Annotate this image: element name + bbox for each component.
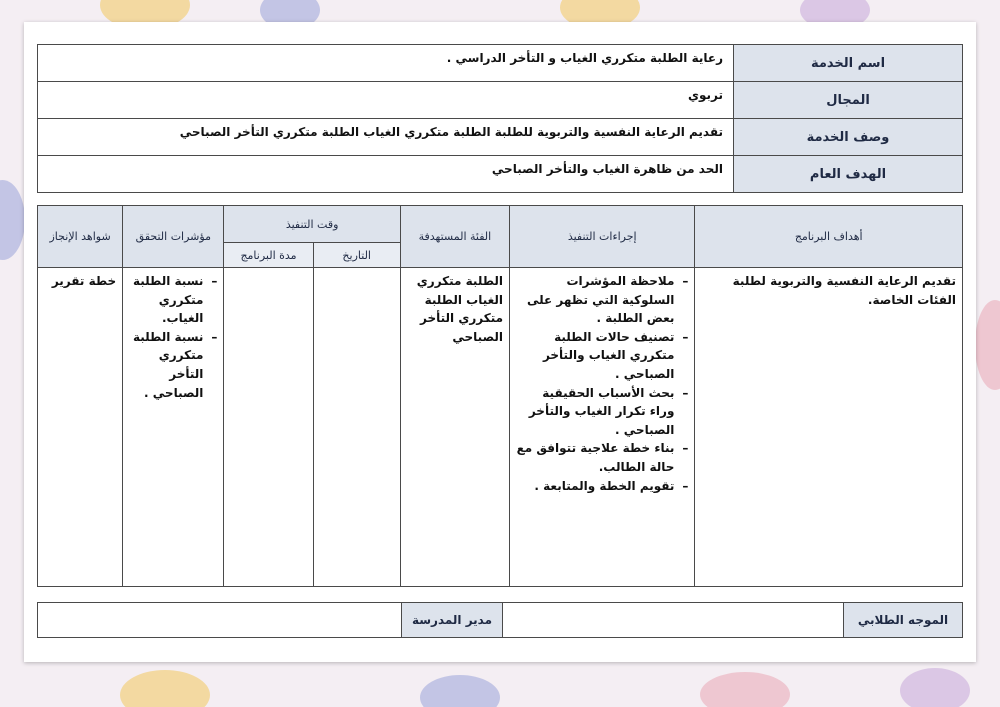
general-goal-value: الحد من ظاهرة الغياب والتأخر الصباحي — [38, 156, 734, 193]
general-goal-label: الهدف العام — [734, 156, 963, 193]
principal-signature — [38, 603, 402, 638]
procedure-item: – بناء خطة علاجية تتوافق مع حالة الطالب. — [516, 439, 674, 476]
indicators-header: مؤشرات التحقق — [123, 206, 224, 268]
date-cell — [313, 268, 400, 587]
procedure-item: – تقويم الخطة والمتابعة . — [516, 477, 674, 496]
exec-time-header: وقت التنفيذ — [224, 206, 400, 243]
service-info-table — [37, 44, 963, 193]
principal-label: مدير المدرسة — [402, 603, 503, 638]
goals-header: أهداف البرنامج — [695, 206, 963, 268]
procedures-cell — [510, 268, 695, 587]
field-value: تربوي — [38, 82, 734, 119]
program-header-row — [38, 206, 963, 243]
target-group-cell: الطلبة متكرري الغياب الطلبة متكرري التأخر الصباحي — [400, 268, 509, 587]
service-description-label: وصف الخدمة — [734, 119, 963, 156]
procedure-item: – تصنيف حالات الطلبة متكرري الغياب والتأخر الصباحي . — [516, 328, 674, 384]
indicator-item: – نسبة الطلبة متكرري التأخر الصباحي . — [129, 328, 203, 402]
indicator-item: – نسبة الطلبة متكرري الغياب. — [129, 272, 203, 328]
field-row — [38, 82, 963, 119]
indicators-cell — [123, 268, 224, 587]
evidence-cell: خطة تقرير — [38, 268, 123, 587]
program-table — [37, 205, 963, 587]
evidence-header: شواهد الإنجاز — [38, 206, 123, 268]
duration-cell — [224, 268, 313, 587]
service-name-label: اسم الخدمة — [734, 45, 963, 82]
service-name-row — [38, 45, 963, 82]
field-label: المجال — [734, 82, 963, 119]
counselor-label: الموجه الطلابي — [844, 603, 963, 638]
general-goal-row — [38, 156, 963, 193]
procedures-header: إجراءات التنفيذ — [510, 206, 695, 268]
target-group-header: الفئة المستهدفة — [400, 206, 509, 268]
procedure-item: – بحث الأسباب الحقيقية وراء تكرار الغياب والتأخر الصباحي . — [516, 384, 674, 440]
service-name-value: رعاية الطلبة متكرري الغياب و التأخر الدراسي . — [38, 45, 734, 82]
indicators-list — [129, 272, 217, 402]
goals-cell: تقديم الرعاية النفسية والتربوية لطلبة الفئات الخاصة. — [695, 268, 963, 587]
duration-header: مدة البرنامج — [224, 243, 313, 268]
service-description-value: تقديم الرعاية النفسية والتربوية للطلبة الطلبة متكرري الغياب الطلبة متكرري التأخر الصباحي — [38, 119, 734, 156]
signature-table — [37, 602, 963, 638]
counselor-signature — [503, 603, 844, 638]
date-header: التاريخ — [313, 243, 400, 268]
procedure-item: – ملاحظة المؤشرات السلوكية التي تظهر على بعض الطلبة . — [516, 272, 674, 328]
document-card — [24, 22, 976, 662]
program-content-row — [38, 268, 963, 587]
service-description-row — [38, 119, 963, 156]
signature-row — [38, 603, 963, 638]
procedures-list — [516, 272, 688, 495]
